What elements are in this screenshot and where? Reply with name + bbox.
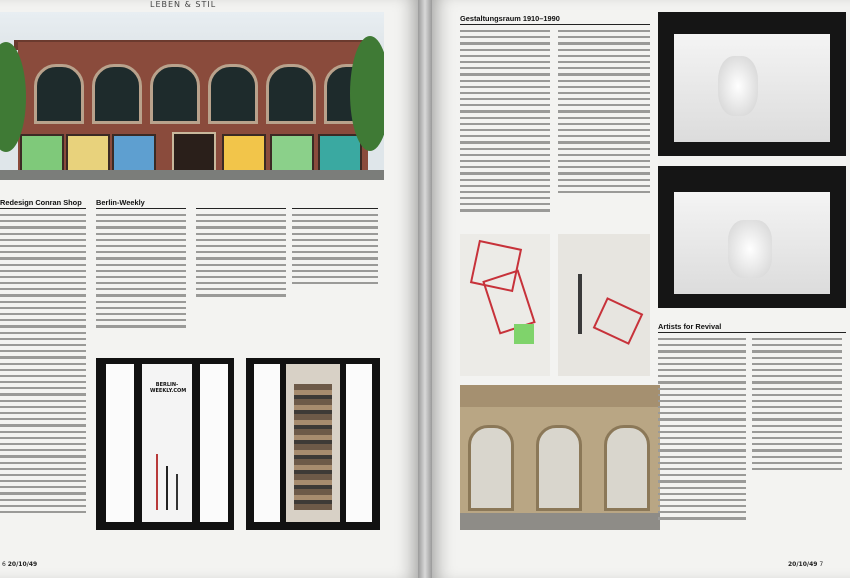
red-line-art-photo-2 [558,234,650,376]
shop-window-photo-1 [658,12,846,156]
section-heading-berlin-weekly: Berlin-Weekly [96,198,145,207]
text-column-4 [292,214,378,304]
facade-photo-2 [460,385,660,530]
text-column-8 [752,338,842,528]
berlin-weekly-window-photo-1 [96,358,234,530]
left-page-folio: 6 20/10/49 [2,561,38,568]
berlin-weekly-sign: BERLIN-WEEKLY.COM [150,382,187,394]
text-column-5 [460,30,550,222]
running-head: LEBEN & STIL [150,0,217,9]
section-heading-gestaltungsraum: Gestaltungsraum 1910–1990 [460,14,560,23]
shop-window-photo-2 [658,166,846,308]
section-heading-conran: Redesign Conran Shop [0,198,82,207]
text-column-6 [558,30,650,205]
right-page-folio: 20/10/49 7 [788,561,824,568]
store-facade-photo [0,12,384,180]
left-page [0,0,418,578]
spine-gutter [418,0,432,578]
text-column-7 [658,338,746,528]
red-line-art-photo-1 [460,234,550,376]
berlin-weekly-window-photo-2 [246,358,380,530]
right-page [432,0,850,578]
text-column-1 [0,214,86,524]
section-heading-artists-for-revival: Artists for Revival [658,322,722,331]
text-column-2 [96,214,186,334]
text-column-3 [196,214,286,304]
